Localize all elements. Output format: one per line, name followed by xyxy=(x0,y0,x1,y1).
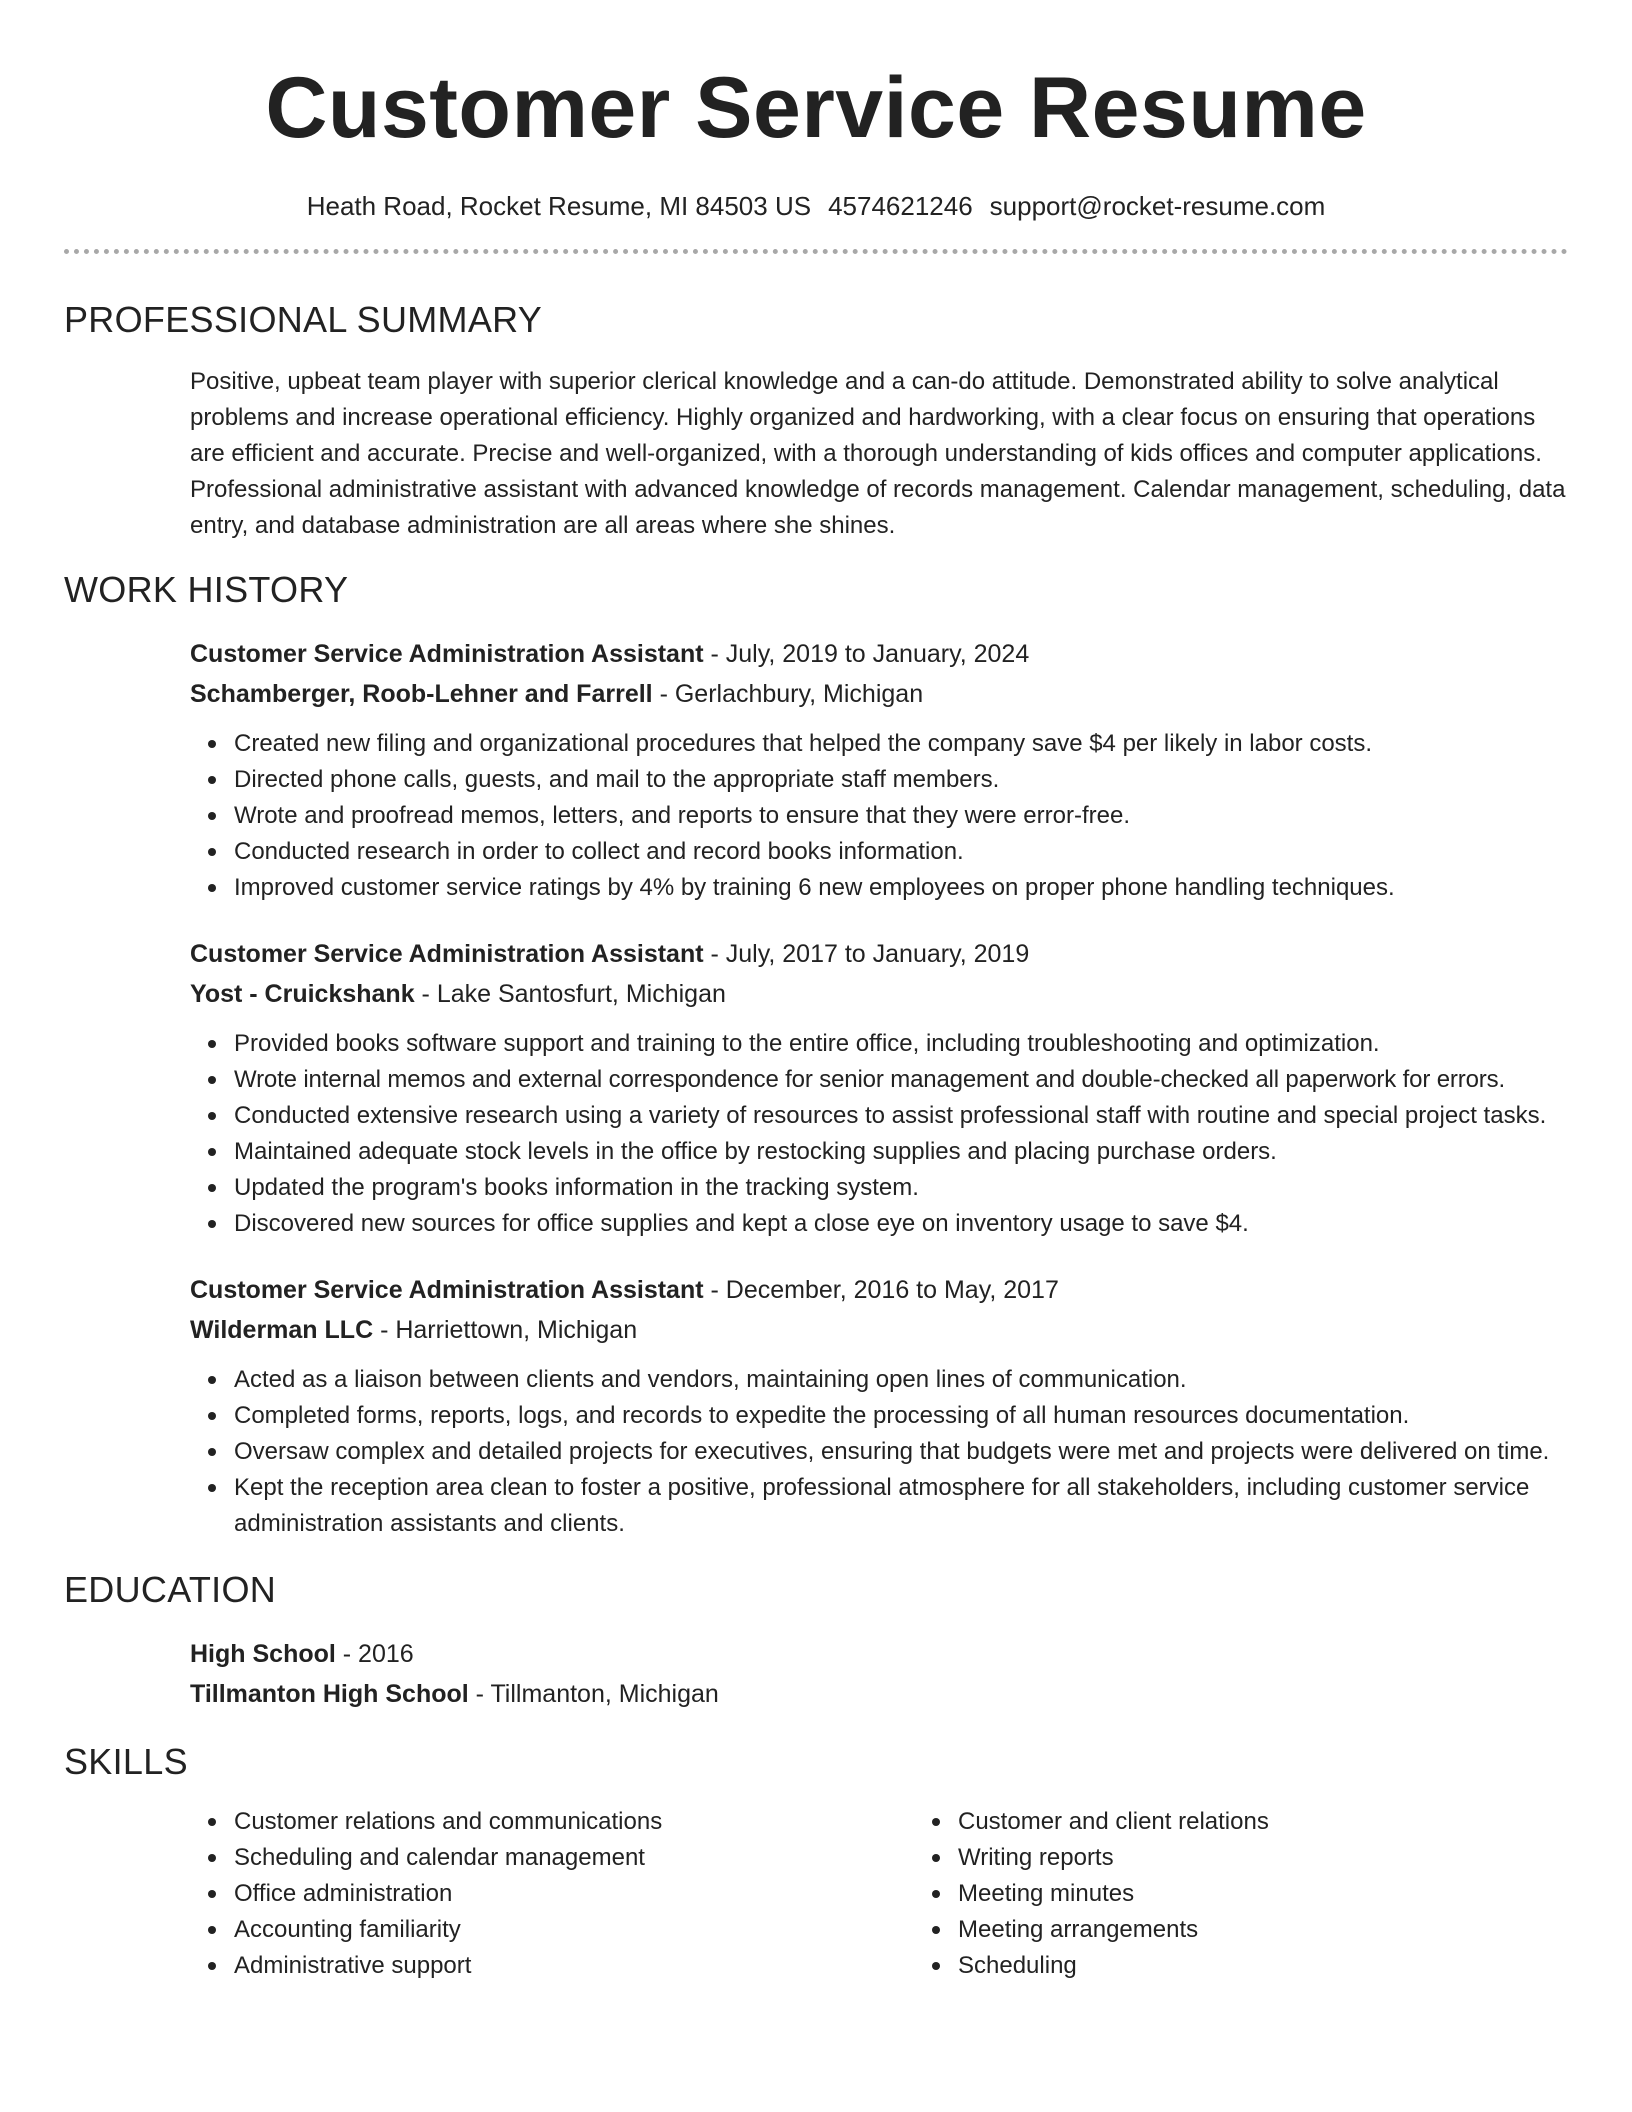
job-company: Schamberger, Roob-Lehner and Farrell xyxy=(190,680,653,708)
job-location: - Gerlachbury, Michigan xyxy=(652,680,924,708)
contact-email: support@rocket-resume.com xyxy=(989,191,1326,221)
resume-name: Customer Service Resume xyxy=(265,60,1367,156)
job-company: Wilderman LLC xyxy=(190,1316,374,1344)
job-role: Customer Service Administration Assistant xyxy=(190,940,704,968)
education-entry xyxy=(64,1636,1568,1712)
job-bullet: Discovered new sources for office supplies and kept a close eye on inventory usage to save $4. xyxy=(234,1206,1568,1242)
job-title-line xyxy=(190,636,1568,672)
job-title-line xyxy=(190,936,1568,972)
job-company-line xyxy=(190,1312,1568,1348)
job-dates: - December, 2016 to May, 2017 xyxy=(703,1276,1059,1304)
job-bullets xyxy=(190,1026,1568,1242)
skill-item: Scheduling xyxy=(958,1948,1558,1984)
contact-address: Heath Road, Rocket Resume, MI 84503 US xyxy=(306,191,812,221)
job-bullet: Acted as a liaison between clients and vendors, maintaining open lines of communication. xyxy=(234,1362,1568,1398)
section-title-skills: SKILLS xyxy=(64,1741,188,1782)
job-role: Customer Service Administration Assistant xyxy=(190,640,704,668)
skills-list xyxy=(64,1804,1568,1984)
skills-column-right xyxy=(914,1804,1558,1984)
skill-item: Meeting arrangements xyxy=(958,1912,1558,1948)
job-bullet: Oversaw complex and detailed projects for executives, ensuring that budgets were met and projects were delivered on time. xyxy=(234,1434,1568,1470)
job-bullet: Wrote internal memos and external correspondence for senior management and double-checked all paperwork for errors. xyxy=(234,1062,1568,1098)
education-degree: High School xyxy=(190,1640,336,1668)
skill-item: Accounting familiarity xyxy=(234,1912,914,1948)
job-bullet: Maintained adequate stock levels in the office by restocking supplies and placing purchase orders. xyxy=(234,1134,1568,1170)
education-year: - 2016 xyxy=(335,1640,414,1668)
section-title-education: EDUCATION xyxy=(64,1569,277,1610)
contact-info xyxy=(64,188,1568,224)
skill-item: Meeting minutes xyxy=(958,1876,1558,1912)
education-school-line xyxy=(190,1676,1568,1712)
job-location: - Harriettown, Michigan xyxy=(373,1316,638,1344)
job-entry xyxy=(64,936,1568,1242)
skill-item: Customer relations and communications xyxy=(234,1804,914,1840)
job-bullets xyxy=(190,1362,1568,1542)
skill-item: Writing reports xyxy=(958,1840,1558,1876)
summary-text: Positive, upbeat team player with superior clerical knowledge and a can-do attitude. Demonstrated ability to solve analytical problems and increase operational efficiency. Highly organized and hardworking, with a clear focus on ensuring that operations are efficient and accurate. Precise and well-organized, with a thorough understanding of kids offices and computer applications. Professional administrative assistant with advanced knowledge of records management. Calendar management, scheduling, data entry, and database administration are all areas where she shines. xyxy=(190,368,1566,539)
skill-item: Customer and client relations xyxy=(958,1804,1558,1840)
job-title-line xyxy=(190,1272,1568,1308)
job-bullet: Kept the reception area clean to foster a positive, professional atmosphere for all stakeholders, including customer service administration assistants and clients. xyxy=(234,1470,1568,1542)
job-bullet: Completed forms, reports, logs, and records to expedite the processing of all human resources documentation. xyxy=(234,1398,1568,1434)
skills-column-left xyxy=(190,1804,914,1984)
education-degree-line xyxy=(190,1636,1568,1672)
job-bullet: Provided books software support and training to the entire office, including troubleshooting and optimization. xyxy=(234,1026,1568,1062)
job-entry xyxy=(64,636,1568,906)
job-role: Customer Service Administration Assistant xyxy=(190,1276,704,1304)
header-divider xyxy=(64,249,1568,254)
job-bullet: Directed phone calls, guests, and mail to the appropriate staff members. xyxy=(234,762,1568,798)
job-bullet: Updated the program's books information in the tracking system. xyxy=(234,1170,1568,1206)
job-dates: - July, 2019 to January, 2024 xyxy=(703,640,1030,668)
job-entry xyxy=(64,1272,1568,1542)
job-bullet: Wrote and proofread memos, letters, and reports to ensure that they were error-free. xyxy=(234,798,1568,834)
education-location: - Tillmanton, Michigan xyxy=(468,1680,719,1708)
job-company: Yost - Cruickshank xyxy=(190,980,415,1008)
job-bullet: Improved customer service ratings by 4% by training 6 new employees on proper phone handling techniques. xyxy=(234,870,1568,906)
skill-item: Scheduling and calendar management xyxy=(234,1840,914,1876)
job-dates: - July, 2017 to January, 2019 xyxy=(703,940,1030,968)
section-title-summary: PROFESSIONAL SUMMARY xyxy=(64,299,543,340)
job-bullets xyxy=(190,726,1568,906)
job-bullet: Conducted extensive research using a variety of resources to assist professional staff with routine and special project tasks. xyxy=(234,1098,1568,1134)
skill-item: Office administration xyxy=(234,1876,914,1912)
job-bullet: Conducted research in order to collect and record books information. xyxy=(234,834,1568,870)
skill-item: Administrative support xyxy=(234,1948,914,1984)
job-company-line xyxy=(190,676,1568,712)
job-bullet: Created new filing and organizational procedures that helped the company save $4 per likely in labor costs. xyxy=(234,726,1568,762)
contact-phone: 4574621246 xyxy=(828,191,973,221)
job-location: - Lake Santosfurt, Michigan xyxy=(414,980,726,1008)
section-title-work-history: WORK HISTORY xyxy=(64,569,349,610)
education-school: Tillmanton High School xyxy=(190,1680,469,1708)
job-company-line xyxy=(190,976,1568,1012)
